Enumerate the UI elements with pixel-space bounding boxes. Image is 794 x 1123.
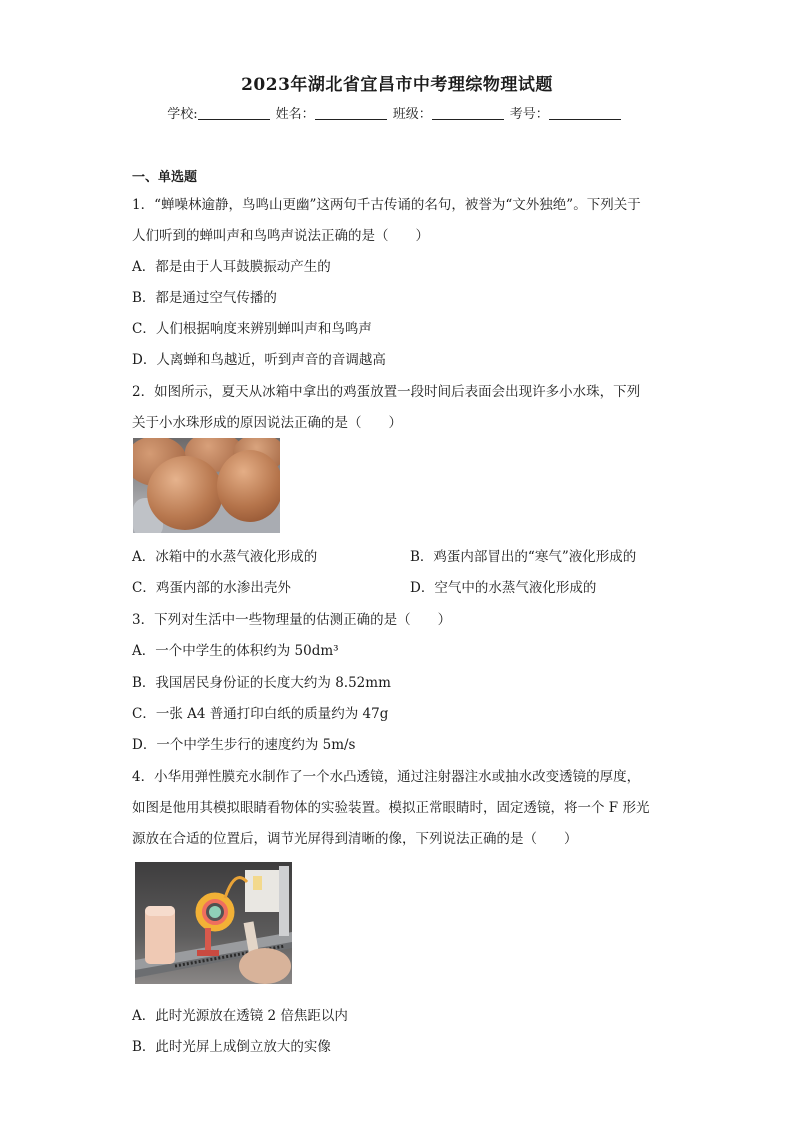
q4-stem-line1: 4．小华用弹性膜充水制作了一个水凸透镜，通过注射器注水或抽水改变透镜的厚度，	[132, 769, 641, 785]
q2-stem-line1: 2．如图所示，夏天从冰箱中拿出的鸡蛋放置一段时间后表面会出现许多小水珠，下列	[132, 384, 641, 400]
name-blank	[315, 107, 387, 120]
school-blank	[198, 107, 270, 120]
q2-option-b: B．鸡蛋内部冒出的“寒气”液化形成的	[410, 549, 637, 565]
class-label: 班级：	[392, 107, 432, 122]
lens-apparatus-illustration	[135, 862, 292, 984]
q2-option-a: A．冰箱中的水蒸气液化形成的	[132, 549, 318, 565]
school-label: 学校:	[167, 107, 198, 122]
name-label: 姓名：	[275, 107, 315, 122]
lens-experiment-photo	[135, 862, 292, 984]
q2-stem-line2: 关于小水珠形成的原因说法正确的是（ ）	[132, 415, 402, 431]
q2-option-d: D．空气中的水蒸气液化形成的	[410, 580, 597, 596]
q1-option-d: D．人离蝉和鸟越近，听到声音的音调越高	[132, 352, 386, 368]
q4-option-a: A．此时光源放在透镜 2 倍焦距以内	[132, 1008, 348, 1024]
q3-option-c: C．一张 A4 普通打印白纸的质量约为 47g	[132, 706, 389, 722]
q2-option-c: C．鸡蛋内部的水渗出壳外	[132, 580, 291, 596]
q4-stem-line2: 如图是他用其模拟眼睛看物体的实验装置。模拟正常眼睛时，固定透镜，将一个 F 形光	[132, 800, 650, 816]
class-blank	[432, 107, 504, 120]
q3-option-d: D．一个中学生步行的速度约为 5m/s	[132, 737, 356, 753]
q3-stem: 3．下列对生活中一些物理量的估测正确的是（ ）	[132, 612, 452, 628]
section-heading: 一、单选题	[132, 170, 198, 185]
q3-option-a: A．一个中学生的体积约为 50dm³	[132, 643, 339, 659]
q1-option-c: C．人们根据响度来辨别蝉叫声和鸟鸣声	[132, 321, 372, 337]
eggs-photo	[133, 438, 280, 533]
student-info-line	[0, 103, 794, 122]
q1-stem-line2: 人们听到的蝉叫声和鸟鸣声说法正确的是（ ）	[132, 228, 429, 244]
page-title: 2023年湖北省宜昌市中考理综物理试题	[241, 75, 553, 95]
exam-no-label: 考号：	[509, 107, 549, 122]
q4-stem-line3: 源放在合适的位置后，调节光屏得到清晰的像，下列说法正确的是（ ）	[132, 831, 578, 847]
q4-option-b: B．此时光屏上成倒立放大的实像	[132, 1039, 331, 1055]
exam-no-blank	[549, 107, 621, 120]
q1-stem-line1: 1．“蝉噪林逾静，鸟鸣山更幽”这两句千古传诵的名句，被誉为“文外独绝”。下列关于	[132, 197, 641, 213]
q1-option-b: B．都是通过空气传播的	[132, 290, 277, 306]
q3-option-b: B．我国居民身份证的长度大约为 8.52mm	[132, 675, 391, 691]
q1-option-a: A．都是由于人耳鼓膜振动产生的	[132, 259, 331, 275]
